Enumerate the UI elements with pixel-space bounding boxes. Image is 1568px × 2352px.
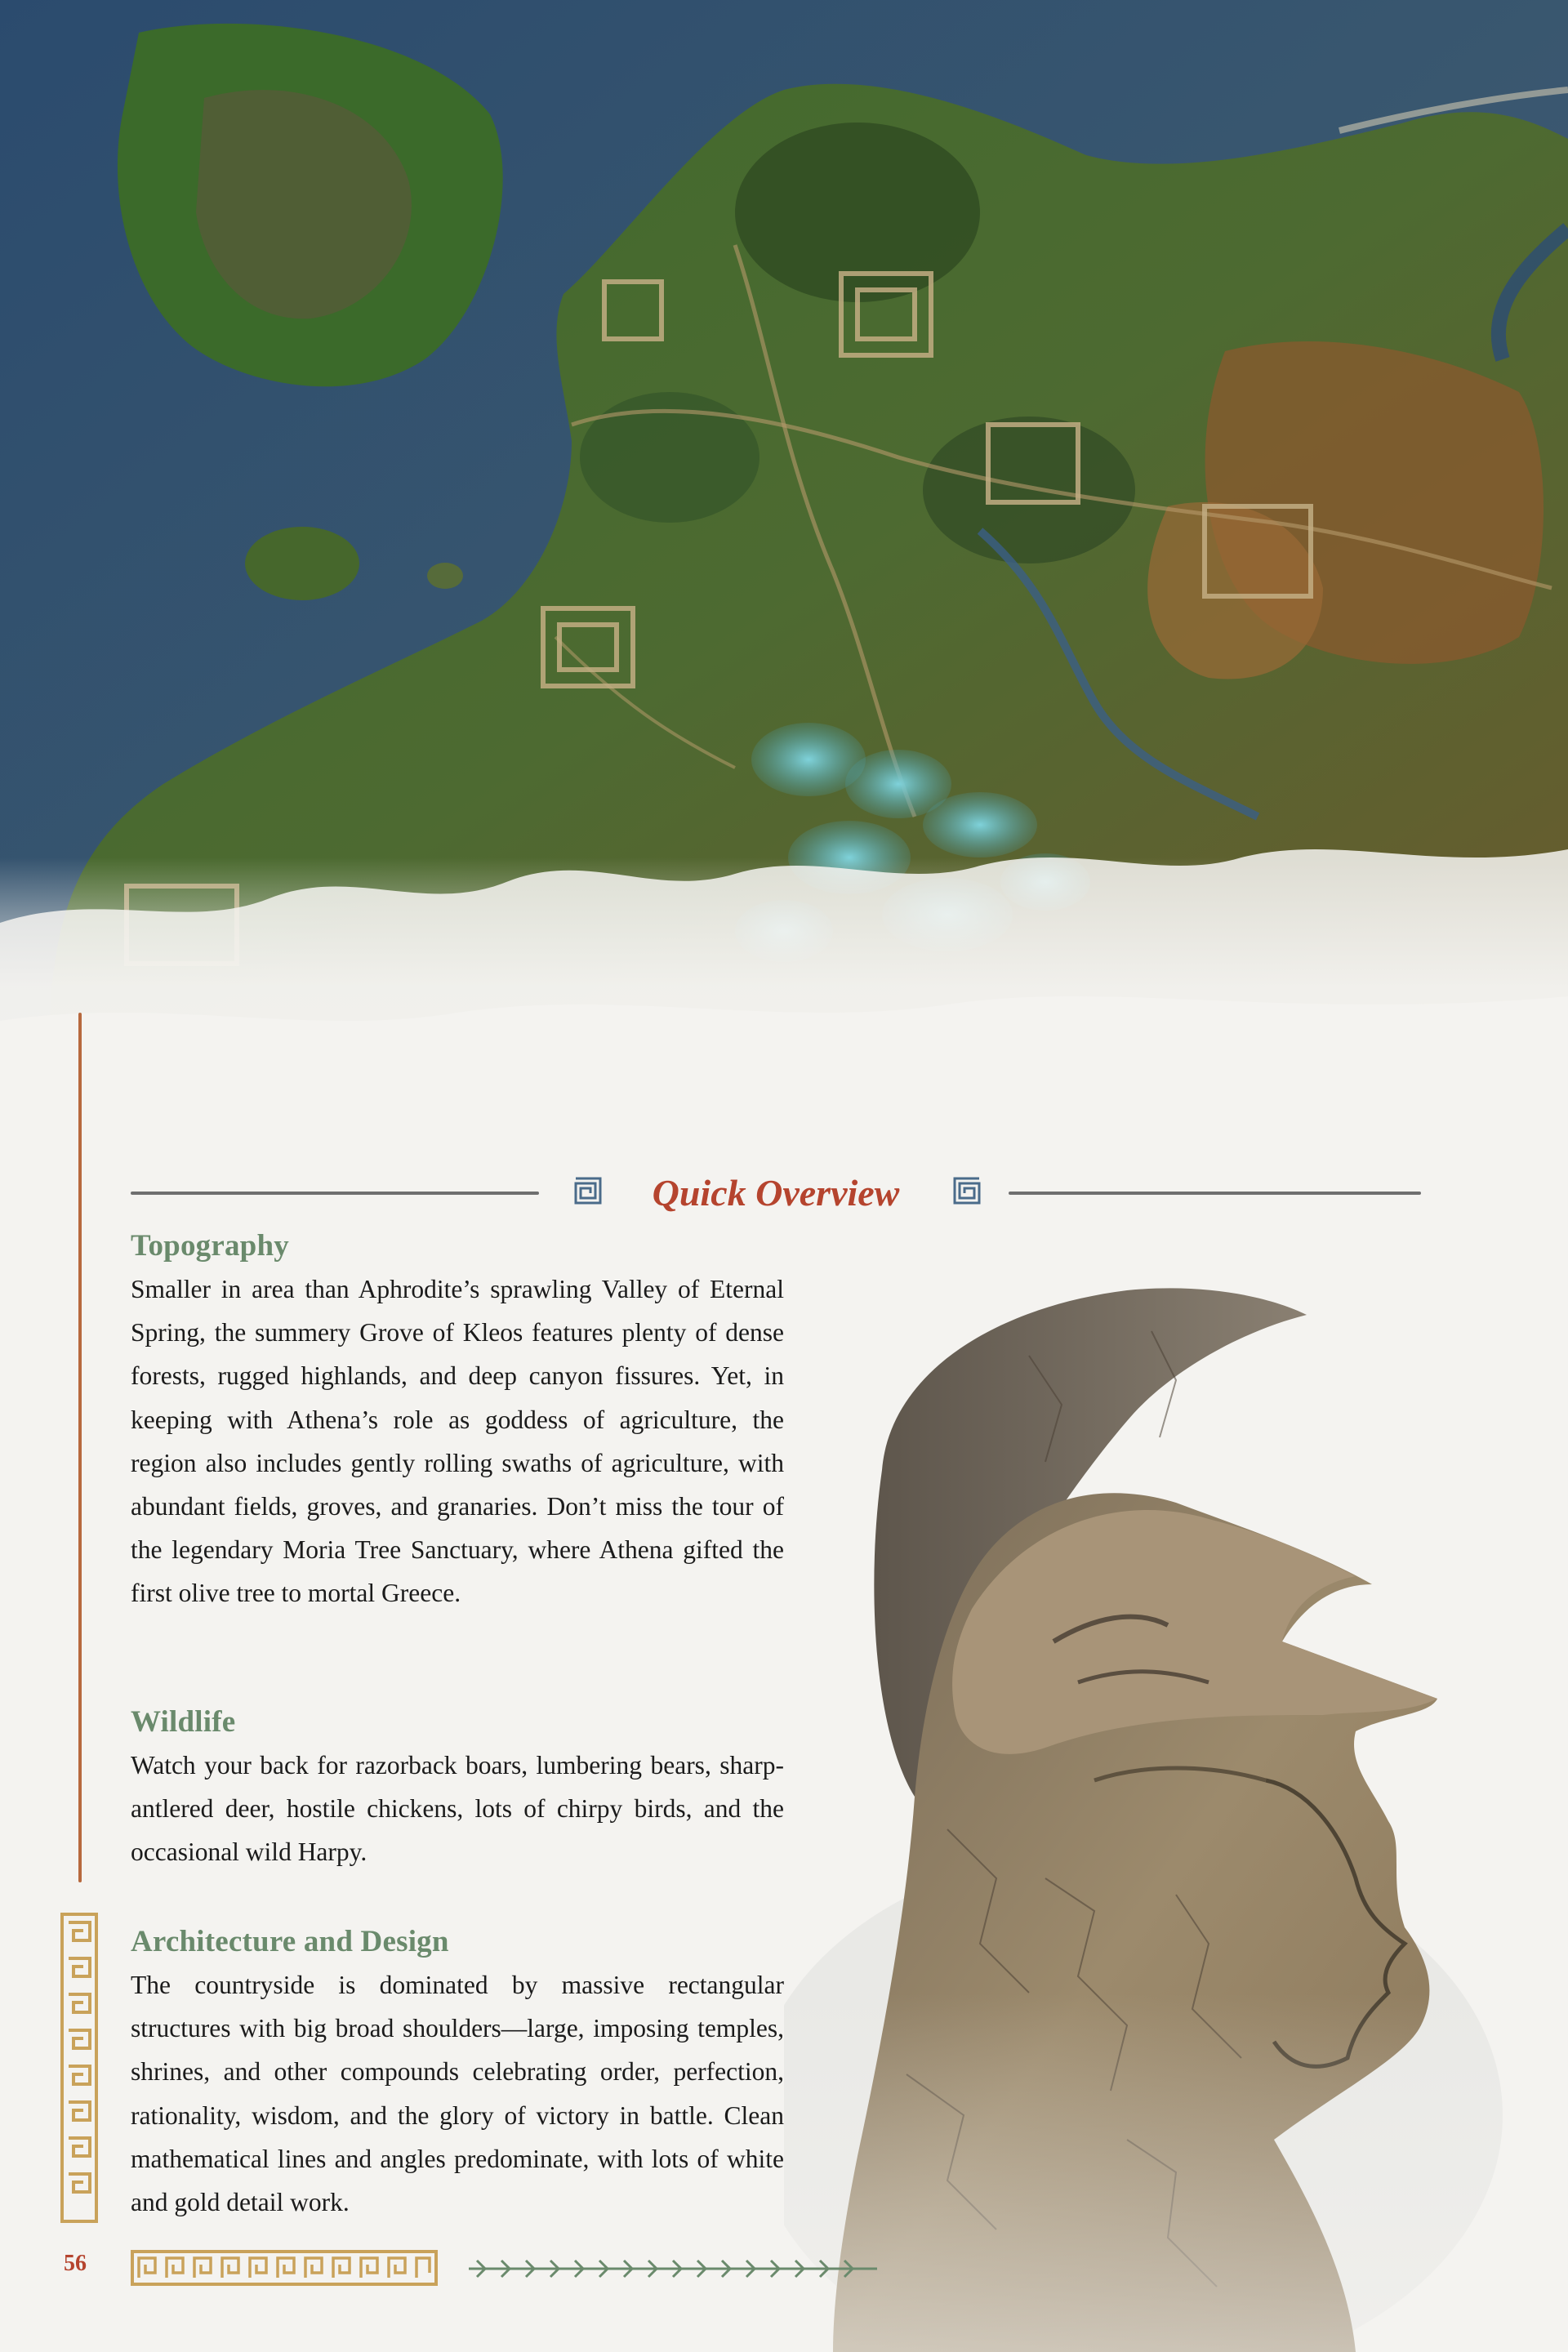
arrow-chain-icon [469, 2257, 877, 2280]
heading-rule-right [1009, 1192, 1421, 1195]
architecture-body: The countryside is dominated by massive rectangular structures with big broad shoulders—large, imposing temples, shrines, and other compounds celebrating order, perfection, rationality, wisdom, and the glory of victory in battle. Clean mathematical lines and angles predominate, with lots of white and gold detail work. [131, 1971, 784, 2217]
athena-bust-illustration [784, 1258, 1568, 2352]
section-heading-row [131, 1165, 1421, 1222]
topography-heading: Topography [131, 1229, 289, 1263]
architecture-section [131, 1921, 784, 2224]
topography-section [131, 1225, 784, 1615]
meander-border-icon [131, 2250, 438, 2286]
architecture-heading: Architecture and Design [131, 1925, 449, 1958]
wildlife-heading: Wildlife [131, 1705, 236, 1739]
greek-key-icon [573, 1176, 603, 1205]
margin-rule [78, 1013, 82, 1882]
section-title: Quick Overview [652, 1172, 900, 1214]
greek-key-icon [952, 1176, 982, 1205]
wildlife-body: Watch your back for razorback boars, lumbering bears, sharp-antlered deer, hostile chickens, lots of chirpy birds, and the occasional wild Harpy. [131, 1751, 784, 1867]
heading-rule-left [131, 1192, 539, 1195]
topography-body: Smaller in area than Aphrodite’s sprawling Valley of Eternal Spring, the summery Grove of Kleos features plenty of dense forests, rugged highlands, and deep canyon fissures. Yet, in keeping with Athena’s role as goddess of agriculture, the region also includes gently rolling swaths of agriculture, with abundant fields, groves, and granaries. Don’t miss the tour of the legendary Moria Tree Sanctuary, where Athena gifted the first olive tree to mortal Greece. [131, 1275, 784, 1608]
page-number: 56 [64, 2251, 87, 2276]
meander-border-icon [60, 1913, 98, 2223]
wildlife-section [131, 1701, 784, 1874]
